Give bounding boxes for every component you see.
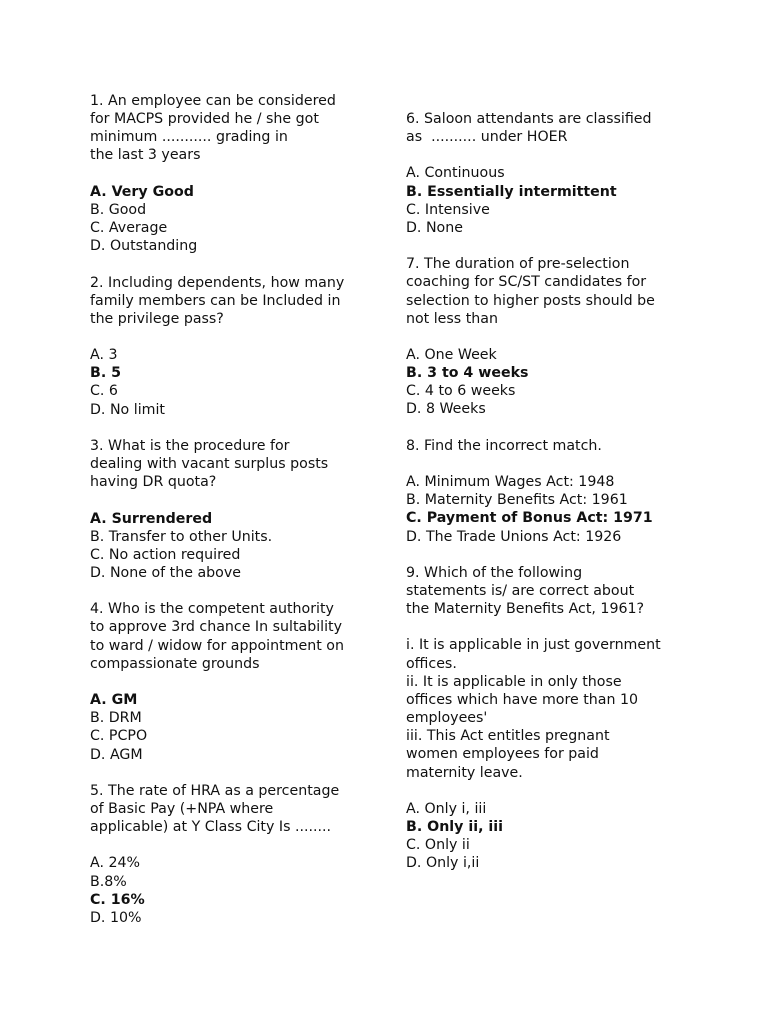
question-line: selection to higher posts should be [406,292,655,309]
question-line: applicable) at Y Class City Is ........ [90,819,332,836]
question-text [406,437,706,455]
answer-option: B. Maternity Benefits Act: 1961 [406,492,628,509]
left-column [90,92,380,945]
correct-answer-option: C. Payment of Bonus Act: 1971 [406,510,653,527]
answer-option: C. 6 [90,383,118,400]
question-line: compassionate grounds [90,655,260,672]
correct-answer-option: C. 16% [90,891,145,908]
option-list [90,510,380,583]
answer-option: A. Only i, iii [406,800,487,817]
question-line: 1. An employee can be considered [90,93,336,109]
question-line: 3. What is the procedure for [90,437,290,454]
question-block [90,437,380,582]
right-column [406,110,706,891]
question-line: for MACPS provided he / she got [90,111,319,128]
answer-option: C. PCPO [90,728,148,745]
question-line: as .......... under HOER [406,129,568,146]
statement-line: ii. It is applicable in only those [406,673,622,690]
answer-option: D. 8 Weeks [406,401,486,418]
question-line: having DR quota? [90,474,217,491]
question-block [406,110,706,237]
question-line: to approve 3rd chance In sultability [90,619,342,636]
statement-line: i. It is applicable in just government [406,637,661,654]
correct-answer-option: B. Only ii, iii [406,818,503,835]
correct-answer-option: B. 3 to 4 weeks [406,365,529,382]
question-line: 9. Which of the following [406,564,583,581]
answer-option: D. Only i,ii [406,855,480,872]
question-text [406,110,706,146]
question-line: 4. Who is the competent authority [90,601,334,618]
answer-option: C. 4 to 6 weeks [406,383,516,400]
statement-line: women employees for paid [406,746,599,763]
option-list [406,164,706,237]
statement-line: offices which have more than 10 [406,691,639,708]
option-list [406,473,706,546]
question-line: statements is/ are correct about [406,582,635,599]
question-block [406,564,706,873]
question-block [90,92,380,255]
answer-option: C. Average [90,220,168,237]
answer-option: D. None [406,219,463,236]
question-block [406,255,706,418]
question-text [406,564,706,618]
question-block [90,782,380,927]
question-text [90,782,380,836]
correct-answer-option: A. Very Good [90,183,194,200]
option-list [90,346,380,419]
answer-option: D. Outstanding [90,238,198,255]
answer-option: B. Good [90,201,147,218]
correct-answer-option: B. 5 [90,365,122,382]
answer-option: A. Minimum Wages Act: 1948 [406,474,615,491]
answer-option: C. No action required [90,546,241,563]
statement-line: maternity leave. [406,764,523,781]
answer-option: B.8% [90,873,127,890]
answer-option: B. DRM [90,710,142,727]
question-line: not less than [406,310,498,327]
question-block [90,600,380,763]
question-line: family members can be Included in [90,292,341,309]
statement-line: offices. [406,655,457,672]
statement-line: employees' [406,710,488,727]
question-text [90,600,380,673]
answer-option: A. 3 [90,347,118,364]
option-list [90,854,380,927]
question-block [90,274,380,419]
question-line: 7. The duration of pre-selection [406,256,630,273]
option-list [90,183,380,256]
question-line: to ward / widow for appointment on [90,637,344,654]
answer-option: D. The Trade Unions Act: 1926 [406,528,622,545]
answer-option: C. Only ii [406,837,470,854]
question-line: the privilege pass? [90,310,224,327]
question-line: dealing with vacant surplus posts [90,456,329,473]
option-list [406,800,706,873]
answer-option: A. Continuous [406,165,505,182]
question-line: of Basic Pay (+NPA where [90,800,274,817]
question-text [406,255,706,328]
question-line: the Maternity Benefits Act, 1961? [406,601,645,618]
statement-line: iii. This Act entitles pregnant [406,728,610,745]
question-text [90,274,380,328]
statement-list [406,636,706,781]
answer-option: D. 10% [90,909,142,926]
answer-option: D. No limit [90,401,165,418]
correct-answer-option: A. Surrendered [90,510,213,527]
answer-option: C. Intensive [406,201,490,218]
question-line: coaching for SC/ST candidates for [406,274,647,291]
question-text [90,437,380,491]
question-line: 5. The rate of HRA as a percentage [90,782,340,799]
question-line: 6. Saloon attendants are classified [406,111,652,127]
question-line: the last 3 years [90,147,201,164]
question-line: minimum ........... grading in [90,129,288,146]
option-list [90,691,380,764]
question-block [406,437,706,546]
answer-option: A. One Week [406,346,497,363]
question-text [90,92,380,165]
correct-answer-option: A. GM [90,692,138,709]
answer-option: D. None of the above [90,564,241,581]
correct-answer-option: B. Essentially intermittent [406,183,617,200]
question-line: 2. Including dependents, how many [90,274,345,291]
answer-option: A. 24% [90,855,141,872]
answer-option: D. AGM [90,746,143,763]
answer-option: B. Transfer to other Units. [90,528,273,545]
question-line: 8. Find the incorrect match. [406,437,602,454]
option-list [406,346,706,419]
